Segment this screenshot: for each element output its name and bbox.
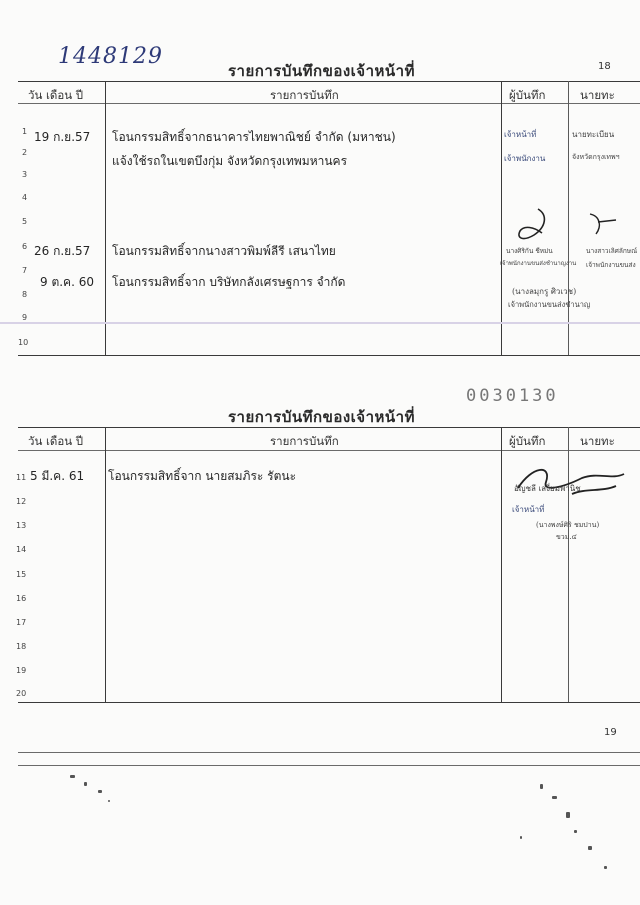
row-number: 5 [22,217,28,226]
scan-speck [604,866,607,869]
signature-name: (นางลมุกรู ศิวเวช) [512,287,577,296]
scan-streak [0,322,640,324]
scan-speck [552,796,557,799]
scan-speck [566,812,570,818]
row-number: 14 [16,545,27,554]
recorder-signature-stamp: เจ้าพนักงาน [504,154,546,163]
row-number: 8 [22,290,28,299]
scan-speck [98,790,102,793]
scan-speck [84,782,87,786]
entry-text: แจ้งใช้รถในเขตบึงกุ่ม จังหวัดกรุงเทพมหานคร [112,154,348,168]
section1-header-recorder: ผู้บันทึก [509,88,546,102]
row-number: 11 [16,473,27,482]
row-number: 17 [16,618,27,627]
entry-text: โอนกรรมสิทธิ์จาก บริษัทกลังเศรษฐการ จำกัด [112,275,346,289]
row-number: 4 [22,193,28,202]
registrar-signature-title: เจ้าพนักงานขนส่ง [586,261,636,269]
scan-speck [70,775,75,778]
registrar-signature-stamp: นายทะเบียน [572,130,615,139]
section1-top-border [18,81,640,82]
section1-header-registrar: นายทะ [580,88,615,102]
entry-date: 9 ต.ค. 60 [40,275,94,289]
signature-title: เจ้าพนักงานขนส่งชำนาญ [508,300,591,309]
row-number: 3 [22,170,28,179]
entry-date: 5 มี.ค. 61 [30,469,85,483]
row-number: 18 [16,642,27,651]
row-number: 20 [16,689,27,698]
signature-name: (นางพงษ์ศิริ ชมปาน) [536,521,600,529]
serial-stamp: 0030130 [466,386,559,406]
section1-header-date: วัน เดือน ปี [28,88,84,102]
recorder-signature-name: นางศิริกัน ชีหม่น [506,247,553,255]
handwritten-record-number: 1448129 [58,44,163,69]
entry-text: โอนกรรมสิทธิ์จากธนาคารไทยพาณิชย์ จำกัด (มหาชน) [112,130,396,144]
section2-bottom-border [18,702,640,703]
section2-col-divider-entry [501,427,502,702]
section2-col-divider-date [105,427,106,702]
signature-scribble [508,205,558,250]
row-number: 16 [16,594,27,603]
row-number: 7 [22,266,28,275]
recorder-signature-stamp: เจ้าหน้าที่ [504,130,537,139]
entry-date: 26 ก.ย.57 [34,244,91,258]
section1-col-divider-recorder [568,81,569,355]
scan-speck [108,800,110,802]
scan-speck [574,830,577,833]
row-number: 2 [22,148,28,157]
scan-speck [540,784,543,789]
bottom-rule [18,752,640,753]
signature-title: ขวม.๔ [556,533,577,541]
recorder-signature-title: เจ้าหน้าที่ [512,505,545,514]
bottom-rule [18,765,640,766]
entry-text: โอนกรรมสิทธิ์จาก นายสมภิระ รัตนะ [108,469,297,483]
row-number: 9 [22,313,28,322]
row-number: 12 [16,497,27,506]
row-number: 13 [16,521,27,530]
scan-speck [588,846,592,850]
section2-top-border [18,427,640,428]
registrar-signature-stamp: จังหวัดกรุงเทพฯ [572,153,620,161]
registrar-signature-name: นางสาวเลิศลักษณ์ [586,247,638,255]
section2-header-entry: รายการบันทึก [270,434,339,448]
section1-bottom-border [18,355,640,356]
row-number: 15 [16,570,27,579]
scan-speck [520,836,522,839]
section2-title: รายการบันทึกของเจ้าหน้าที่ [228,408,415,426]
row-number: 10 [18,338,29,347]
section1-col-divider-date [105,81,106,355]
section2-header-date: วัน เดือน ปี [28,434,84,448]
recorder-signature-title: เจ้าพนักงานขนส่งชำนาญงาน [500,260,577,267]
row-number: 19 [16,666,27,675]
row-number: 1 [22,127,28,136]
section1-header-entry: รายการบันทึก [270,88,339,102]
signature-scribble [586,208,626,243]
row-number: 6 [22,242,28,251]
section2-header-recorder: ผู้บันทึก [509,434,546,448]
section2-page-number: 19 [604,727,617,738]
section1-col-divider-entry [501,81,502,355]
section1-title: รายการบันทึกของเจ้าหน้าที่ [228,62,415,80]
entry-date: 19 ก.ย.57 [34,130,91,144]
section2-header-registrar: นายทะ [580,434,615,448]
entry-text: โอนกรรมสิทธิ์จากนางสาวพิมพ์ลีรี เสนาไทย [112,244,336,258]
section1-page-number: 18 [598,61,611,72]
recorder-signature-name: อัญชลี เสงี่ยมพานิช [514,484,581,493]
